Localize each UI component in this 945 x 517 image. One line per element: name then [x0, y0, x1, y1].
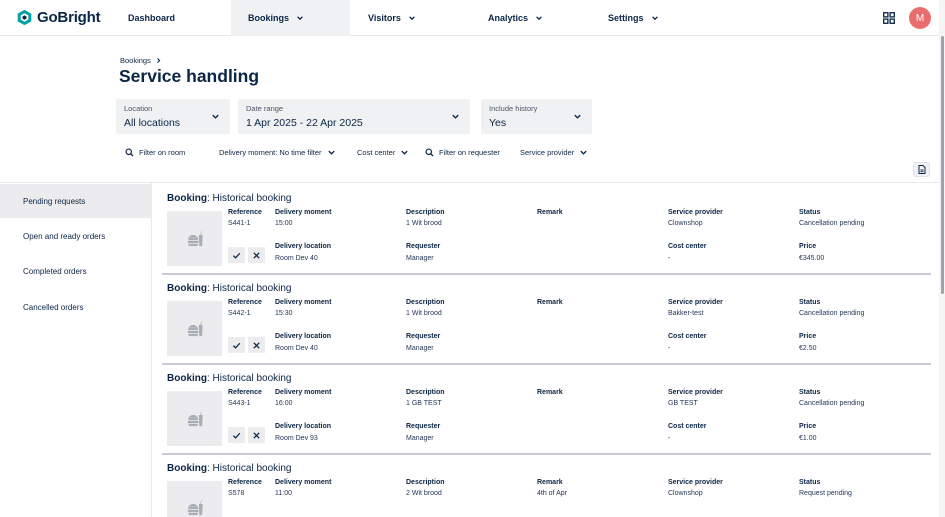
- reference-label: Reference: [228, 209, 262, 216]
- breadcrumb-link-bookings[interactable]: Bookings: [120, 56, 151, 65]
- status-label: Status: [799, 389, 821, 396]
- delivery-location-label: Delivery location: [275, 423, 332, 430]
- nav-label: Bookings: [248, 13, 290, 23]
- booking-subtitle: : Historical booking: [207, 283, 292, 294]
- filter-service-provider-label: Service provider: [520, 148, 575, 157]
- delivery-moment-value: 15:00: [275, 220, 293, 227]
- sidebar-item-label: Completed orders: [23, 266, 87, 276]
- delivery-moment-value: 15:30: [275, 310, 293, 317]
- cost-center-label: Cost center: [668, 243, 707, 250]
- delivery-location-label: Delivery location: [275, 243, 332, 250]
- sidebar-item-open-and-ready-orders[interactable]: [0, 219, 152, 253]
- booking-card-title: [167, 373, 291, 384]
- check-icon: [232, 341, 241, 350]
- reference-value: S442-1: [228, 310, 251, 317]
- chevron-down-icon: [535, 14, 543, 22]
- description-label: Description: [406, 299, 445, 306]
- status-label: Status: [799, 209, 821, 216]
- service-provider-label: Service provider: [668, 209, 723, 216]
- chevron-down-icon: [296, 14, 304, 22]
- grid-icon[interactable]: [883, 12, 895, 24]
- nav-dashboard[interactable]: [128, 0, 175, 36]
- booking-label: Booking: [167, 463, 207, 474]
- description-label: Description: [406, 479, 445, 486]
- service-provider-label: Service provider: [668, 389, 723, 396]
- nav-label: Dashboard: [128, 13, 176, 23]
- requester-label: Requester: [406, 243, 441, 250]
- booking-card-title: [167, 463, 291, 474]
- filter-delivery-moment[interactable]: [219, 148, 336, 157]
- delivery-moment-label: Delivery moment: [275, 389, 332, 396]
- reference-label: Reference: [228, 479, 262, 486]
- filter-cost-center-label: Cost center: [357, 148, 396, 157]
- sidebar-item-label: Open and ready orders: [23, 231, 106, 241]
- cost-center-value: -: [668, 255, 671, 262]
- close-icon: [252, 251, 261, 260]
- booking-label: Booking: [167, 193, 207, 204]
- service-provider-value: GB TEST: [668, 400, 698, 407]
- status-label: Status: [799, 299, 821, 306]
- date-range-select-label: Date range: [246, 104, 284, 113]
- status-value: Cancellation pending: [799, 310, 865, 317]
- delivery-moment-value: 11:00: [275, 490, 292, 497]
- remark-label: Remark: [537, 389, 563, 396]
- reference-value: S443-1: [228, 400, 251, 407]
- sidebar-item-pending-requests[interactable]: [0, 184, 152, 218]
- price-label: Price: [799, 243, 817, 250]
- delivery-moment-label: Delivery moment: [275, 479, 332, 486]
- close-icon: [252, 431, 261, 440]
- chevron-down-icon: [451, 112, 460, 121]
- booking-subtitle: : Historical booking: [207, 193, 292, 204]
- sidebar-item-label: Cancelled orders: [23, 302, 84, 312]
- top-navigation-bar: [0, 0, 945, 36]
- food-icon: [184, 318, 206, 340]
- search-icon: [125, 148, 134, 157]
- booking-card: [162, 185, 931, 275]
- chevron-down-icon: [573, 112, 582, 121]
- reject-button[interactable]: [248, 247, 265, 263]
- booking-subtitle: : Historical booking: [207, 463, 292, 474]
- cost-center-value: -: [668, 435, 671, 442]
- approve-button[interactable]: [228, 337, 245, 353]
- remark-label: Remark: [537, 299, 563, 306]
- price-value: €2.50: [799, 345, 817, 352]
- chevron-down-icon: [327, 148, 336, 157]
- status-value: Cancellation pending: [799, 400, 865, 407]
- cost-center-label: Cost center: [668, 423, 707, 430]
- service-provider-value: Clownshop: [668, 220, 703, 227]
- cost-center-label: Cost center: [668, 333, 707, 340]
- date-range-select-value: 1 Apr 2025 - 22 Apr 2025: [246, 117, 363, 129]
- date-range-select[interactable]: [238, 99, 470, 134]
- filter-requester-label: Filter on requester: [439, 148, 500, 157]
- delivery-moment-label: Delivery moment: [275, 209, 332, 216]
- nav-visitors[interactable]: [368, 0, 416, 36]
- nav-bookings[interactable]: [231, 0, 350, 36]
- delivery-location-value: Room Dev 93: [275, 435, 318, 442]
- description-value: 1 Wit brood: [406, 220, 442, 227]
- gobright-logo[interactable]: [16, 9, 100, 26]
- booking-card: [162, 365, 931, 455]
- booking-card: [162, 275, 931, 365]
- service-provider-value: Bakker-test: [668, 310, 704, 317]
- requester-value: Manager: [406, 255, 434, 262]
- reference-label: Reference: [228, 389, 262, 396]
- booking-card-title: [167, 193, 291, 204]
- check-icon: [232, 251, 241, 260]
- price-value: €1.00: [799, 435, 817, 442]
- delivery-moment-label: Delivery moment: [275, 299, 332, 306]
- include-history-select-value: Yes: [489, 117, 507, 129]
- filter-room[interactable]: [125, 148, 185, 157]
- service-provider-value: Clownshop: [668, 490, 703, 497]
- booking-label: Booking: [167, 283, 207, 294]
- nav-settings[interactable]: [608, 0, 659, 36]
- chevron-down-icon: [651, 14, 659, 22]
- requester-label: Requester: [406, 423, 441, 430]
- location-select-value: All locations: [124, 117, 181, 129]
- check-icon: [232, 431, 241, 440]
- food-icon: [184, 228, 206, 250]
- sidebar-item-cancelled-orders[interactable]: [0, 290, 152, 324]
- remark-label: Remark: [537, 209, 563, 216]
- reject-button[interactable]: [248, 337, 265, 353]
- food-image-placeholder: [167, 391, 222, 446]
- filter-cost-center[interactable]: [357, 148, 409, 157]
- remark-label: Remark: [537, 479, 563, 486]
- brand-name: GoBright: [37, 9, 101, 26]
- description-value: 1 GB TEST: [406, 400, 442, 407]
- nav-label: Settings: [608, 13, 644, 23]
- breadcrumb: [120, 56, 162, 65]
- description-value: 1 Wit brood: [406, 310, 442, 317]
- food-icon: [184, 497, 206, 517]
- food-icon: [184, 408, 206, 430]
- description-label: Description: [406, 389, 445, 396]
- status-value: Request pending: [799, 490, 852, 497]
- food-image-placeholder: [167, 481, 222, 517]
- food-image-placeholder: [167, 301, 222, 356]
- location-select[interactable]: [116, 99, 230, 134]
- sidebar-item-completed-orders[interactable]: [0, 254, 152, 288]
- order-status-sidebar: [0, 183, 152, 517]
- service-provider-label: Service provider: [668, 299, 723, 306]
- reference-value: S441-1: [228, 220, 251, 227]
- export-document-icon[interactable]: [913, 162, 930, 177]
- chevron-down-icon: [211, 112, 220, 121]
- status-label: Status: [799, 479, 821, 486]
- delivery-location-value: Room Dev 40: [275, 255, 318, 262]
- description-label: Description: [406, 209, 445, 216]
- delivery-location-label: Delivery location: [275, 333, 332, 340]
- scrollbar-thumb[interactable]: [941, 36, 944, 294]
- reference-value: S578: [228, 490, 245, 497]
- nav-label: Visitors: [368, 13, 401, 23]
- approve-button[interactable]: [228, 247, 245, 263]
- requester-label: Requester: [406, 333, 441, 340]
- remark-value: 4th of Apr: [537, 490, 567, 497]
- chevron-down-icon: [408, 14, 416, 22]
- booking-subtitle: : Historical booking: [207, 373, 292, 384]
- filter-service-provider[interactable]: [520, 148, 588, 157]
- booking-label: Booking: [167, 373, 207, 384]
- booking-card: [162, 455, 931, 517]
- price-label: Price: [799, 423, 817, 430]
- search-icon: [425, 148, 434, 157]
- price-label: Price: [799, 333, 817, 340]
- sidebar-item-label: Pending requests: [23, 196, 86, 206]
- cost-center-value: -: [668, 345, 671, 352]
- service-provider-label: Service provider: [668, 479, 723, 486]
- approve-button[interactable]: [228, 427, 245, 443]
- gobright-logo-icon: [16, 9, 33, 26]
- page-title: Service handling: [119, 66, 260, 86]
- reference-label: Reference: [228, 299, 262, 306]
- chevron-down-icon: [400, 148, 409, 157]
- booking-card-title: [167, 283, 291, 294]
- food-image-placeholder: [167, 211, 222, 266]
- close-icon: [252, 341, 261, 350]
- user-avatar[interactable]: M: [909, 7, 931, 29]
- nav-analytics[interactable]: [488, 0, 543, 36]
- delivery-moment-value: 16:00: [275, 400, 293, 407]
- nav-label: Analytics: [488, 13, 529, 23]
- include-history-select-label: Include history: [489, 104, 538, 113]
- include-history-select[interactable]: [481, 99, 592, 134]
- location-select-label: Location: [124, 104, 153, 113]
- reject-button[interactable]: [248, 427, 265, 443]
- delivery-location-value: Room Dev 40: [275, 345, 318, 352]
- filter-delivery-moment-label: Delivery moment: No time filter: [219, 148, 322, 157]
- price-value: €345.00: [799, 255, 825, 262]
- description-value: 2 Wit brood: [406, 490, 442, 497]
- requester-value: Manager: [406, 435, 434, 442]
- chevron-down-icon: [579, 148, 588, 157]
- requester-value: Manager: [406, 345, 434, 352]
- chevron-right-icon: [155, 57, 162, 64]
- filter-room-label: Filter on room: [139, 148, 186, 157]
- status-value: Cancellation pending: [799, 220, 865, 227]
- filter-requester[interactable]: [425, 148, 500, 157]
